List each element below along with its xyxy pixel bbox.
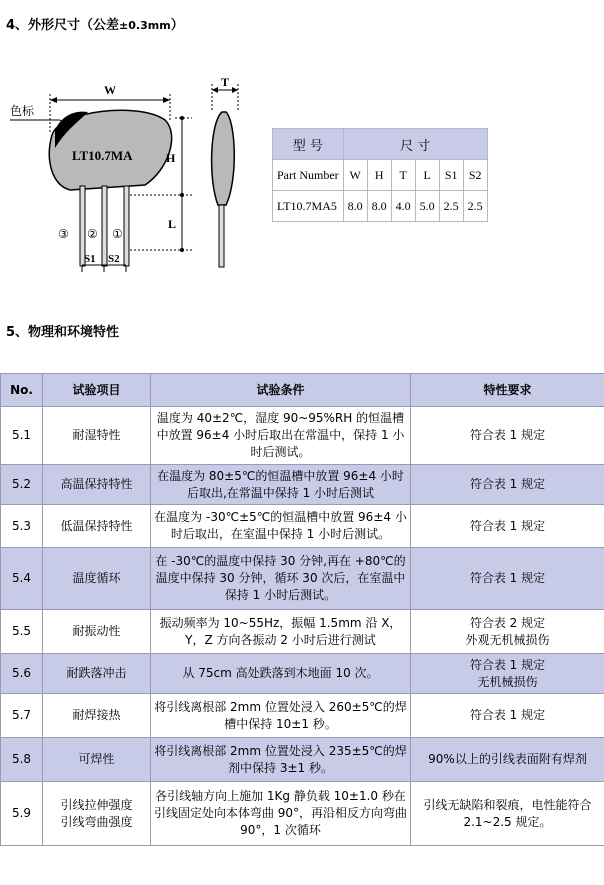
row-requirement: 符合表 1 规定 [411,465,604,505]
row-condition: 在温度为 80±5℃的恒温槽中放置 96±4 小时后取出,在常温中保持 1 小时后测试 [151,465,411,505]
value-s1: 2.5 [439,191,463,222]
table-row [1,694,604,738]
row-requirement: 引线无缺陷和裂痕，电性能符合 2.1~2.5 规定。 [411,782,604,846]
color-mark-label: 色标 [10,104,35,118]
col-w: W [343,160,367,191]
row-item [43,782,151,846]
row-condition: 在温度为 -30℃±5℃的恒温槽中放置 96±4 小时后取出，在室温中保持 1 小时后测试。 [151,505,411,548]
row-item: 耐振动性 [43,610,151,654]
section5-heading: 5、物理和环境特性 [6,325,120,340]
pin1-label: ① [112,227,123,241]
row-item: 高温保持特性 [43,465,151,505]
col-l: L [415,160,439,191]
dimension-table [272,128,488,222]
row-item: 可焊性 [43,738,151,782]
part-number-value: LT10.7MA5 [273,191,344,222]
table-row [1,548,604,610]
part-label: LT10.7MA [72,148,133,163]
row-no: 5.3 [1,505,43,548]
row-item: 耐焊接热 [43,694,151,738]
dim-t-label: T [221,75,230,89]
table-row [1,610,604,654]
value-h: 8.0 [367,191,391,222]
section4-tolerance: ±0.3mm [119,19,171,32]
header-size: 尺 寸 [343,129,487,160]
pin2-label: ② [87,227,98,241]
table-row [1,738,604,782]
value-l: 5.0 [415,191,439,222]
row-requirement-line1: 符合表 1 规定 [469,657,546,672]
row-item: 耐跌落冲击 [43,654,151,694]
section4-close: ） [170,18,184,33]
row-no: 5.2 [1,465,43,505]
row-item: 耐湿特性 [43,407,151,465]
row-no: 5.7 [1,694,43,738]
dim-s1-label: S1 [84,253,96,265]
header-requirement: 特性要求 [411,374,604,407]
dim-l-label: L [168,217,177,231]
pin3-label: ③ [58,227,69,241]
row-requirement-line1: 符合表 2 规定 [469,615,546,630]
row-condition: 各引线轴方向上施加 1Kg 静负载 10±1.0 秒在引线固定处向本体弯曲 90°，再沿相反方向弯曲 90°，1 次循环 [151,782,411,846]
component-drawing [0,60,270,290]
header-no: No. [1,374,43,407]
value-t: 4.0 [391,191,415,222]
col-h: H [367,160,391,191]
table-row [1,505,604,548]
row-no: 5.1 [1,407,43,465]
dim-w-label: W [104,83,116,97]
table-row [1,465,604,505]
col-s2: S2 [463,160,487,191]
row-requirement [411,654,604,694]
table-row [1,782,604,846]
row-requirement: 符合表 1 规定 [411,407,604,465]
section4-heading [6,14,184,33]
row-no: 5.6 [1,654,43,694]
table-row [1,407,604,465]
side-view-body [212,112,235,205]
row-no: 5.8 [1,738,43,782]
row-condition: 将引线离根部 2mm 位置处浸入 260±5℃的焊槽中保持 10±1 秒。 [151,694,411,738]
row-requirement: 90%以上的引线表面附有焊剂 [411,738,604,782]
row-condition: 温度为 40±2℃，湿度 90~95%RH 的恒温槽中放置 96±4 小时后取出在常温中，保持 1 小时后测试。 [151,407,411,465]
section4-title: 4、外形尺寸（公差 [6,18,120,33]
row-requirement-line2: 无机械损伤 [477,674,538,689]
row-requirement [411,610,604,654]
row-condition: 振动频率为 10~55Hz，振幅 1.5mm 沿 X，Y，Z 方向各振动 2 小时后进行测试 [151,610,411,654]
value-w: 8.0 [343,191,367,222]
header-model: 型 号 [273,129,344,160]
header-item: 试验项目 [43,374,151,407]
row-no: 5.9 [1,782,43,846]
header-condition: 试验条件 [151,374,411,407]
table-row [1,654,604,694]
row-item-line2: 引线弯曲强度 [60,814,133,829]
row-requirement: 符合表 1 规定 [411,548,604,610]
dim-s2-label: S2 [108,253,120,265]
col-part-number: Part Number [273,160,344,191]
row-requirement: 符合表 1 规定 [411,505,604,548]
row-requirement: 符合表 1 规定 [411,694,604,738]
col-s1: S1 [439,160,463,191]
row-requirement-line2: 外观无机械损伤 [465,632,550,647]
row-item-line1: 引线拉伸强度 [60,797,133,812]
row-condition: 将引线离根部 2mm 位置处浸入 235±5℃的焊剂中保持 3±1 秒。 [151,738,411,782]
value-s2: 2.5 [463,191,487,222]
row-condition: 从 75cm 高处跌落到木地面 10 次。 [151,654,411,694]
property-table [0,373,604,846]
row-no: 5.5 [1,610,43,654]
dim-h-label: H [166,151,176,165]
row-item: 温度循环 [43,548,151,610]
row-condition: 在 -30℃的温度中保持 30 分钟,再在 +80℃的温度中保持 30 分钟，循环 30 次后，在室温中保持 1 小时后测试。 [151,548,411,610]
row-no: 5.4 [1,548,43,610]
col-t: T [391,160,415,191]
row-item: 低温保持特性 [43,505,151,548]
